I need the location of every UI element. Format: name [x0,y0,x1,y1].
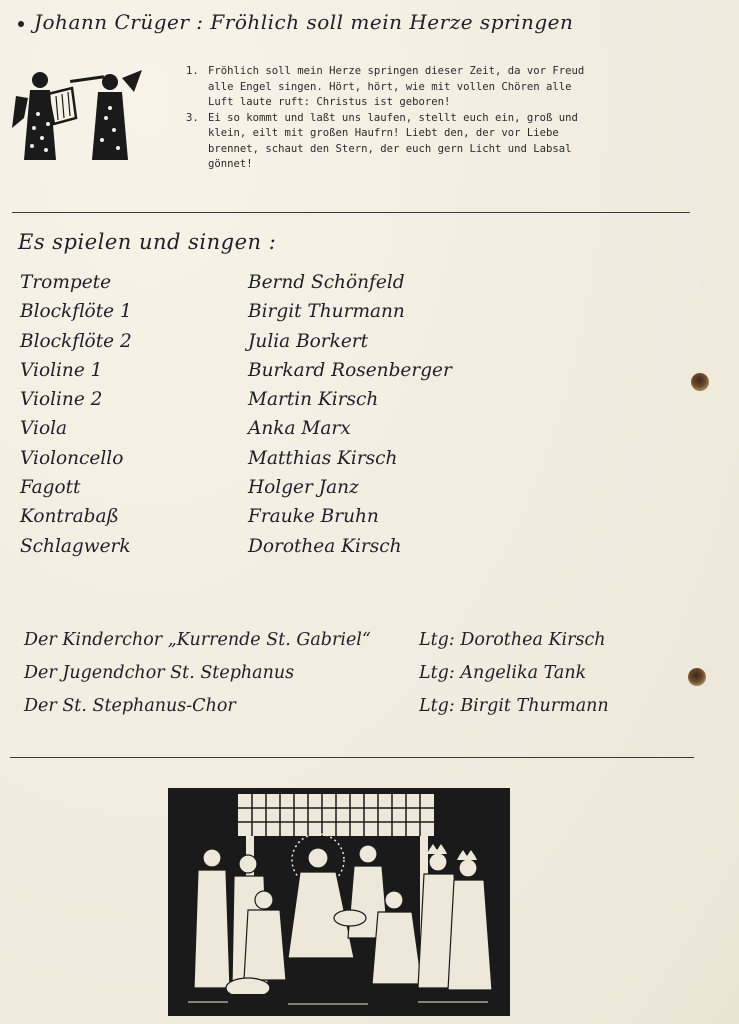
performer-name: Birgit Thurmann [248,301,405,323]
performer-row [20,360,540,389]
choir-leader: Ltg: Dorothea Kirsch [419,630,606,650]
verse-text: Ei so kommt und laßt uns laufen, stellt euch ein, groß und klein, eilt mit großen Haufrn! Liebt den, der vor Liebe brennet, schaut den Stern, der euch gern Licht und Labsal gönnet! [208,111,578,170]
performer-row [20,418,540,447]
choir-leader: Ltg: Birgit Thurmann [419,696,609,716]
song-title [18,10,573,34]
choir-name: Der Jugendchor St. Stephanus [24,663,295,683]
punch-hole-icon [691,373,709,391]
choir-name: Der Kinderchor „Kurrende St. Gabriel“ [24,630,371,650]
instrument-label: Violine 1 [20,359,103,381]
performer-row [20,272,540,301]
performers-list [20,272,540,565]
choir-leader: Ltg: Angelika Tank [419,663,587,683]
performer-row [20,536,540,565]
performer-row [20,301,540,330]
performer-name: Julia Borkert [248,330,369,352]
choirs-list [24,630,704,729]
instrument-label: Trompete [20,272,112,293]
performer-name: Burkard Rosenberger [248,359,452,381]
choir-name: Der St. Stephanus-Chor [24,696,236,716]
instrument-label: Fagott [20,477,81,499]
bullet-dot [18,21,24,27]
choir-row [24,663,704,696]
angels-illustration-icon [10,68,145,168]
performer-name: Matthias Kirsch [248,447,398,469]
verse-1 [186,64,706,111]
performer-row [20,506,540,535]
choir-row [24,696,704,729]
divider-top [12,212,690,213]
instrument-label: Kontrabaß [20,506,119,528]
performer-row [20,448,540,477]
performer-name: Anka Marx [248,418,351,440]
song-title-text: Johann Crüger : Fröhlich soll mein Herze springen [34,10,574,34]
instrument-label: Violine 2 [20,389,103,411]
performer-name: Dorothea Kirsch [248,535,402,557]
verse-number: 1. [186,65,199,77]
section-heading: Es spielen und singen : [18,230,277,254]
performer-row [20,331,540,360]
verse-3 [186,111,706,173]
instrument-label: Schlagwerk [20,535,131,557]
choir-row [24,630,704,663]
performer-name: Frauke Bruhn [248,506,379,528]
verse-text: Fröhlich soll mein Herze springen dieser Zeit, da vor Freud alle Engel singen. Hört, hört, wie mit vollen Chören alle Luft laute ruft: Christus ist geboren! [208,65,585,108]
instrument-label: Blockflöte 2 [20,330,132,352]
instrument-label: Viola [20,418,68,440]
verse-number: 3. [186,111,199,124]
performer-name: Bernd Schönfeld [248,272,405,293]
performer-name: Martin Kirsch [248,389,379,411]
verses-block [186,64,706,173]
instrument-label: Blockflöte 1 [20,301,132,323]
performer-row [20,389,540,418]
performer-name: Holger Janz [248,477,359,499]
divider-bottom [10,757,694,758]
nativity-woodcut-icon [168,788,510,1016]
instrument-label: Violoncello [20,447,124,469]
performer-row [20,477,540,506]
